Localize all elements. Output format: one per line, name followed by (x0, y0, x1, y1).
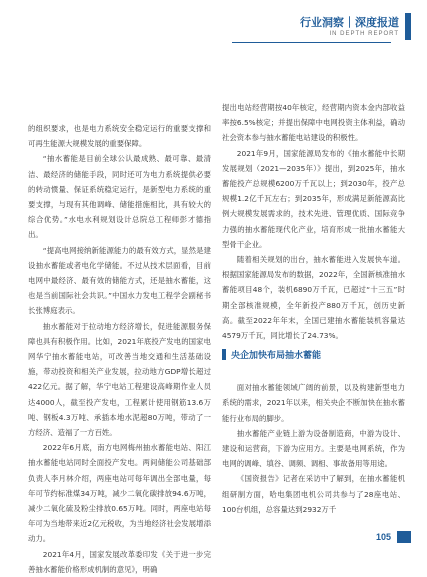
section-marker (222, 349, 226, 360)
paragraph: 的组织要求，也是电力系统安全稳定运行的重要支撑和可再生能源大规模发展的重要保障。 (28, 124, 211, 149)
section-heading (222, 348, 405, 361)
paragraph: 2022年6月底，南方电网梅州抽水蓄能电站、阳江抽水蓄能电站同时全面投产发电。两间储能公司基础部负责人李月林介绍，两座电站可每年调出全部电量，每年可节约标准煤34万吨，减少二氧化碳排放94.6万吨，减少二氧化硫及粉尘排放0.65万吨。同时，两座电站每年可为当地带来近2亿元税收，为当地经济社会发展增添动力。 (28, 443, 211, 544)
paragraph: 2021年9月，国家能源局发布的《抽水蓄能中长期发展规划（2021—2035年）》提出，到2025年，抽水蓄能投产总规模6200万千瓦以上；到2030年，投产总规模1.2亿千瓦左右；到2035年，形成满足新能源高比例大规模发展需求的，技术先进、管理优质、国际竞争力强的抽水蓄能现代化产业，培育形成一批抽水蓄能大型骨干企业。 (222, 148, 405, 249)
paragraph: 2021年4月，国家发展改革委印发《关于进一步完善抽水蓄能价格形成机制的意见》，明确 (28, 549, 211, 574)
section-title: 央企加快布局抽水蓄能 (231, 351, 322, 362)
page-tab (397, 531, 411, 543)
header-subtitle: IN DEPTH REPORT (329, 31, 399, 37)
paragraph: 提出电站经营期按40年核定，经营期内资本金内部收益率按6.5%核定；并提出保障中电网投资主体利益，确动社会资本参与抽水蓄能电站建设的积极性。 (222, 103, 405, 143)
right-column (222, 100, 405, 517)
paragraph: 随着相关规划的出台，抽水蓄能进入发展快车道。根据国家能源局发布的数据，2022年，全国新核准抽水蓄能项目48个，装机6890万千瓦，已超过“十三五”时期全部核准规模，全年新投产880万千瓦，创历史新高。截至2022年年末，全国已建抽水蓄能装机容量达4579万千瓦，同比增长了24.73%。 (222, 255, 405, 341)
paragraph: 抽水蓄能产业链上游为设备制造商，中游为设计、建设和运营商，下游为应用方。主要是电网系统，作为电网的调峰、填谷、调频、调相、事故备用等用途。 (222, 428, 405, 469)
header-bar (405, 13, 411, 40)
header-title: 行业洞察｜深度报道 (300, 16, 399, 29)
paragraph: 面对抽水蓄能领域广阔的前景，以及构建新型电力系统的需求，2021年以来，相关央企不断加快在抽水蓄能行业布局的脚步。 (222, 383, 405, 423)
paragraph: “抽水蓄能是目前全球公认最成熟、最可靠、最清洁、最经济的储能手段，同时还可为电力系统提供必要的转动惯量、保证系统稳定运行，是新型电力系统的重要支撑，与现有其他调峰、储能措施相比，具有较大的综合优势。”水电水利规划设计总院总工程师彭才德指出。 (28, 154, 211, 240)
left-column (28, 121, 211, 577)
paragraph: 抽水蓄能对于拉动地方经济增长，促进能源服务保障也具有积极作用。比如，2021年底投产发电的国家电网华宁抽水蓄能电站，可改善当地交通和生活基础设施，带动投资和相关产业发展，拉动地方GDP增长超过422亿元。据了解，华宁电站工程建设高峰期作业人员达4000人，截至投产发电，工程累计使用钢筋13.6万吨、钢板4.3万吨、承插本地水泥超80万吨，带动了一方经济、造福了一方百姓。 (28, 321, 211, 438)
page-number: 105 (375, 532, 391, 542)
paragraph: “提高电网接纳新能源能力的最有效方式，显然是建设抽水蓄能或者电化学储能。不过从技术层面看，目前电网中最经济、最有效的储能方式，还是抽水蓄能，这也是当前国际社会共识。”中国水力发电工程学会副秘书长张博庭表示。 (28, 245, 211, 316)
header-rule (232, 42, 391, 43)
paragraph: 《国资报告》记者在采访中了解到，在抽水蓄能机组研制方面，哈电集团电机公司共参与了28座电站、100台机组，总容量达到2932万千 (222, 474, 405, 514)
